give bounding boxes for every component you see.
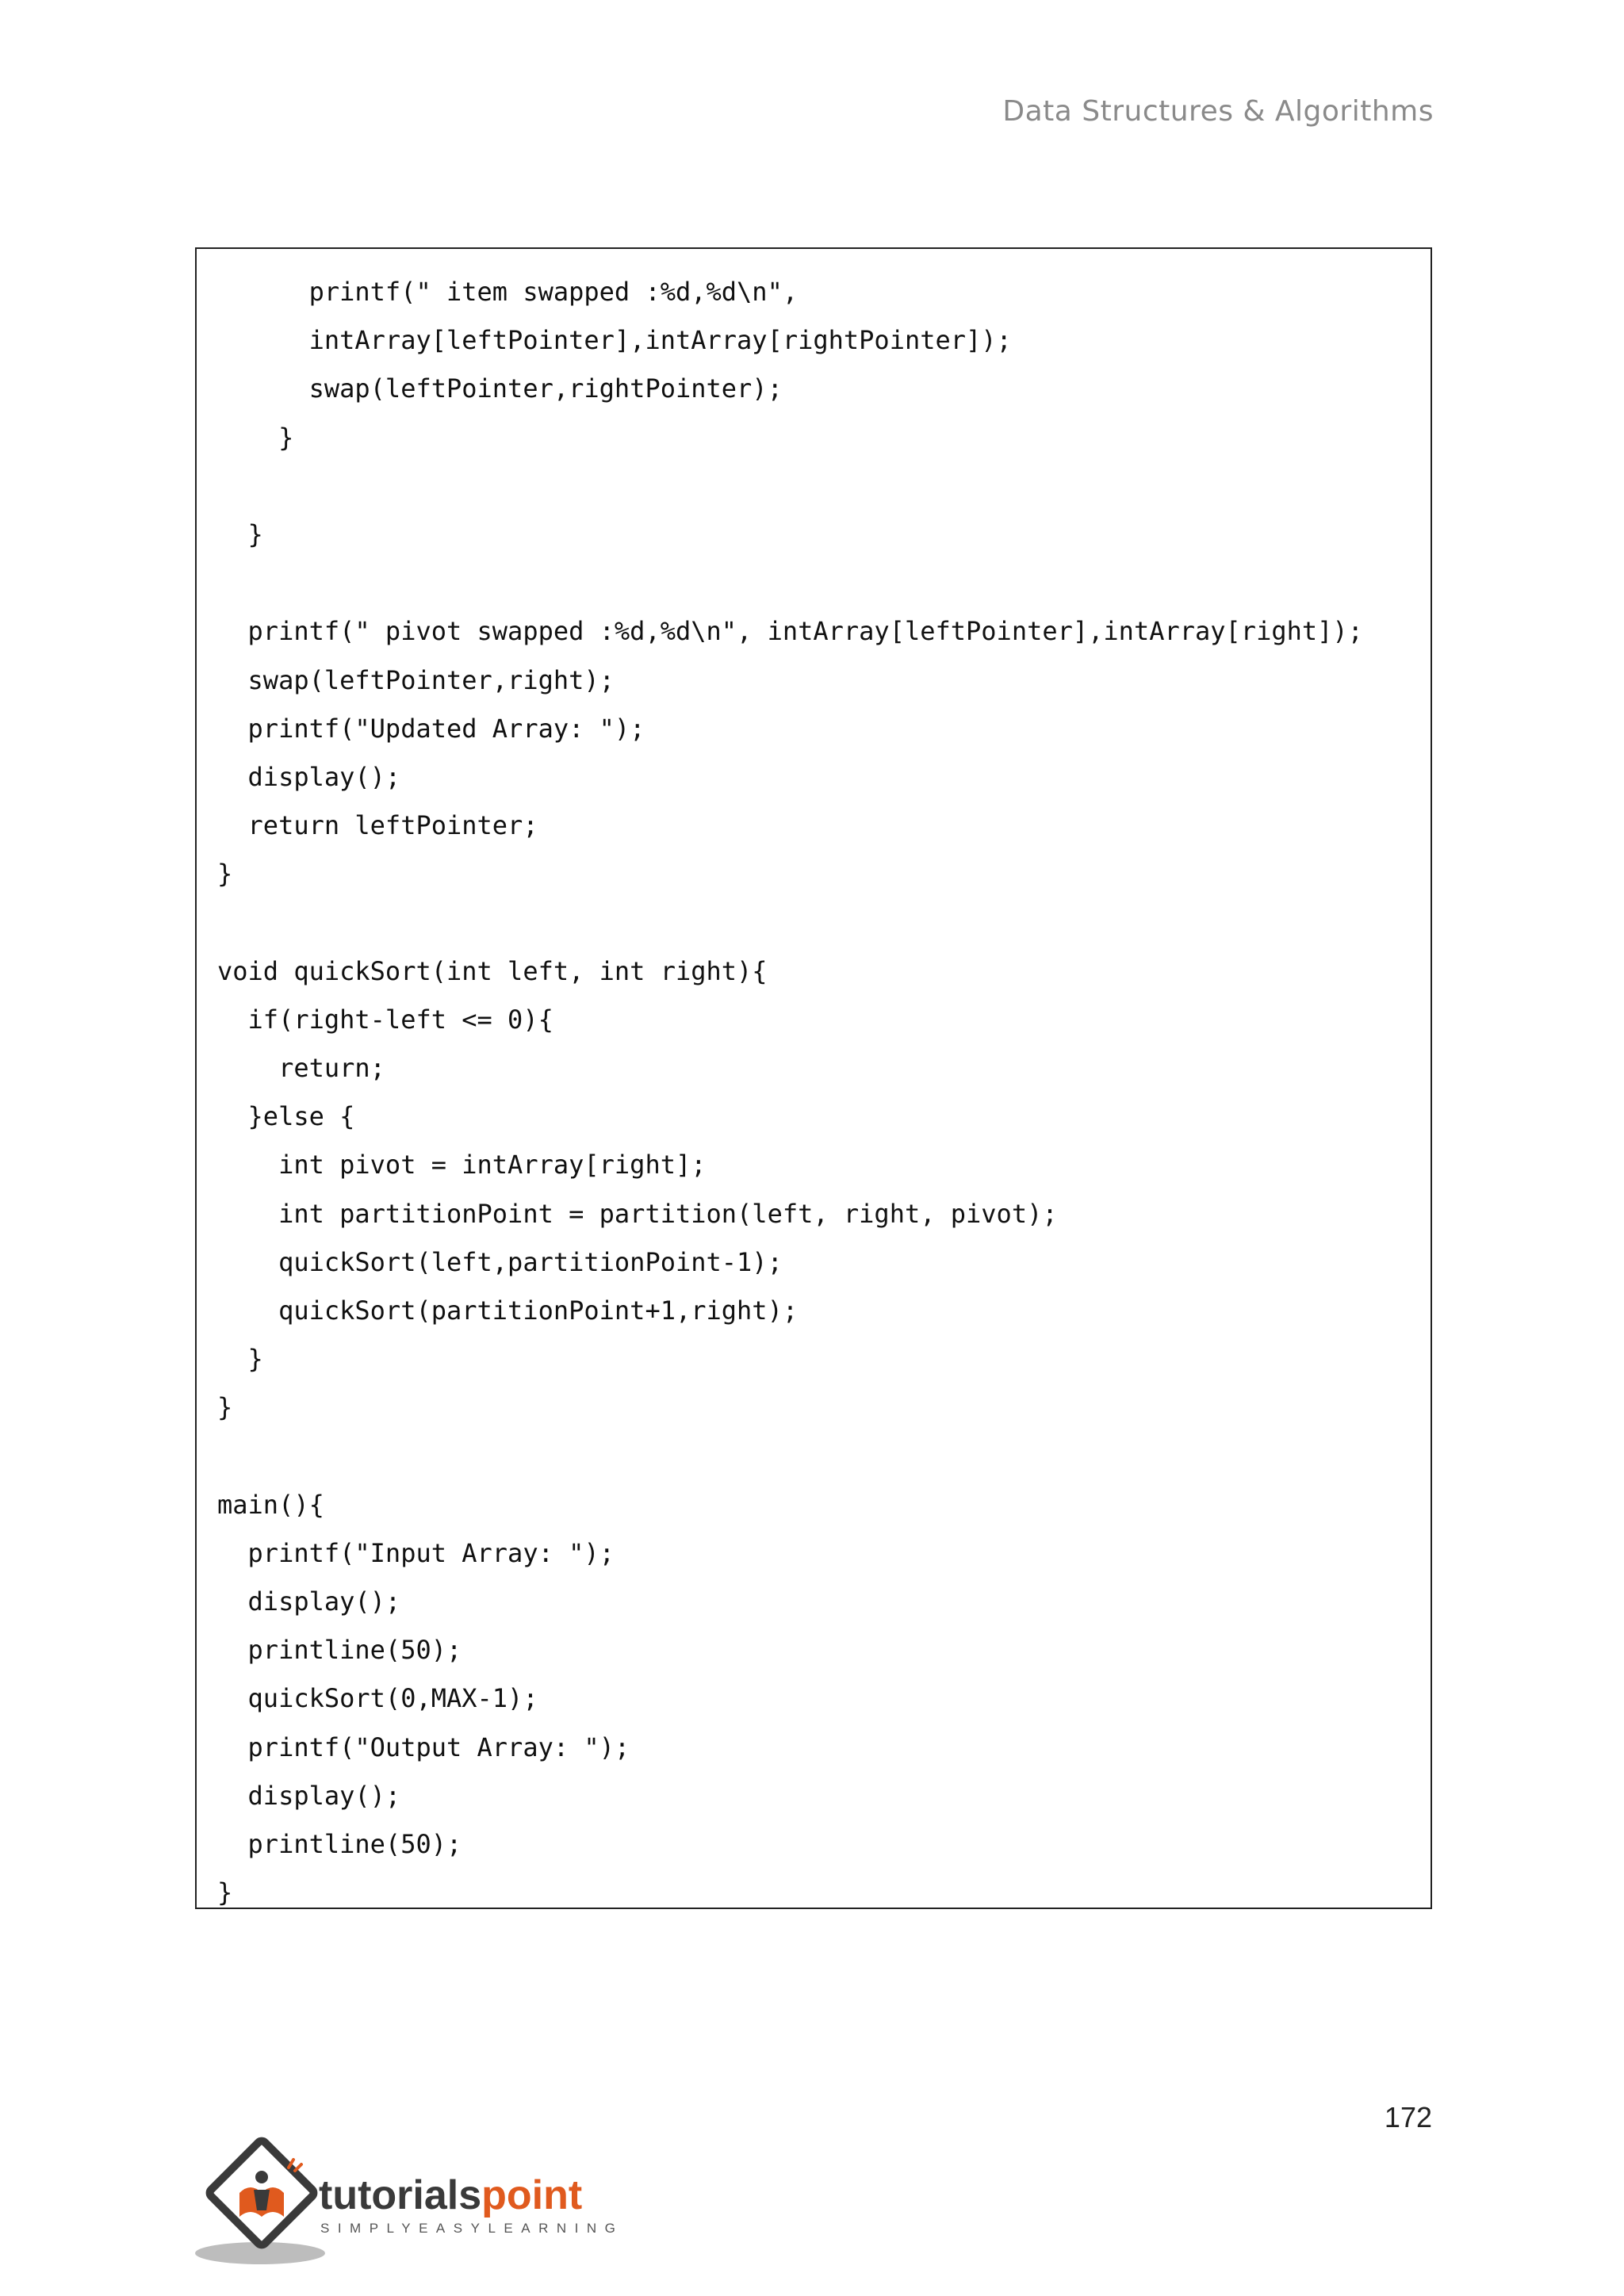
code-line: swap(leftPointer,rightPointer);: [217, 373, 783, 404]
code-line: main(){: [217, 1489, 324, 1520]
code-line: quickSort(partitionPoint+1,right);: [217, 1295, 799, 1326]
code-line: }: [217, 422, 294, 453]
code-line: printf(" item swapped :%d,%d\n",: [217, 277, 799, 307]
code-line: printf("Updated Array: ");: [217, 713, 645, 744]
code-line: }: [217, 519, 263, 549]
page-number: 172: [1384, 2101, 1432, 2133]
code-line: display();: [217, 1586, 401, 1617]
code-line: swap(leftPointer,right);: [217, 664, 615, 695]
code-line: int partitionPoint = partition(left, right, pivot);: [217, 1198, 1058, 1229]
code-line: [217, 462, 1431, 511]
code-line: }: [217, 859, 233, 890]
logo-brand-text: [319, 2172, 582, 2218]
code-line: printline(50);: [217, 1635, 462, 1666]
code-line: }: [217, 1392, 233, 1423]
running-header: Data Structures & Algorithms: [1002, 95, 1434, 128]
code-line: printf("Input Array: ");: [217, 1537, 615, 1568]
code-line: printline(50);: [217, 1829, 462, 1859]
code-line: quickSort(0,MAX-1);: [217, 1683, 538, 1714]
code-line: display();: [217, 1780, 401, 1811]
code-line: int pivot = intArray[right];: [217, 1150, 707, 1181]
code-line: void quickSort(int left, int right){: [217, 955, 768, 986]
code-line: }: [217, 1344, 263, 1375]
code-line: }: [217, 1877, 233, 1908]
logo-tagline: SIMPLYEASYLEARNING: [320, 2221, 624, 2236]
code-line: intArray[leftPointer],intArray[rightPointer]);: [217, 325, 1012, 356]
code-line: return leftPointer;: [217, 810, 538, 841]
logo-brand-part1: tutorials: [319, 2172, 482, 2218]
code-line: [217, 1433, 1431, 1481]
code-line: [217, 898, 1431, 947]
code-listing: [195, 247, 1432, 1909]
code-line: if(right-left <= 0){: [217, 1004, 553, 1035]
tutorialspoint-logo: [193, 2134, 638, 2269]
code-line: quickSort(left,partitionPoint-1);: [217, 1246, 783, 1277]
logo-person-head-icon: [255, 2171, 268, 2183]
code-line: [217, 559, 1431, 607]
code-line: printf("Output Array: ");: [217, 1732, 630, 1762]
code-line: printf(" pivot swapped :%d,%d\n", intArray[leftPointer],intArray[right]);: [217, 616, 1363, 647]
logo-brand-part2: point: [481, 2172, 583, 2218]
code-line: display();: [217, 761, 401, 792]
code-line: }else {: [217, 1101, 355, 1132]
code-line: return;: [217, 1053, 385, 1083]
